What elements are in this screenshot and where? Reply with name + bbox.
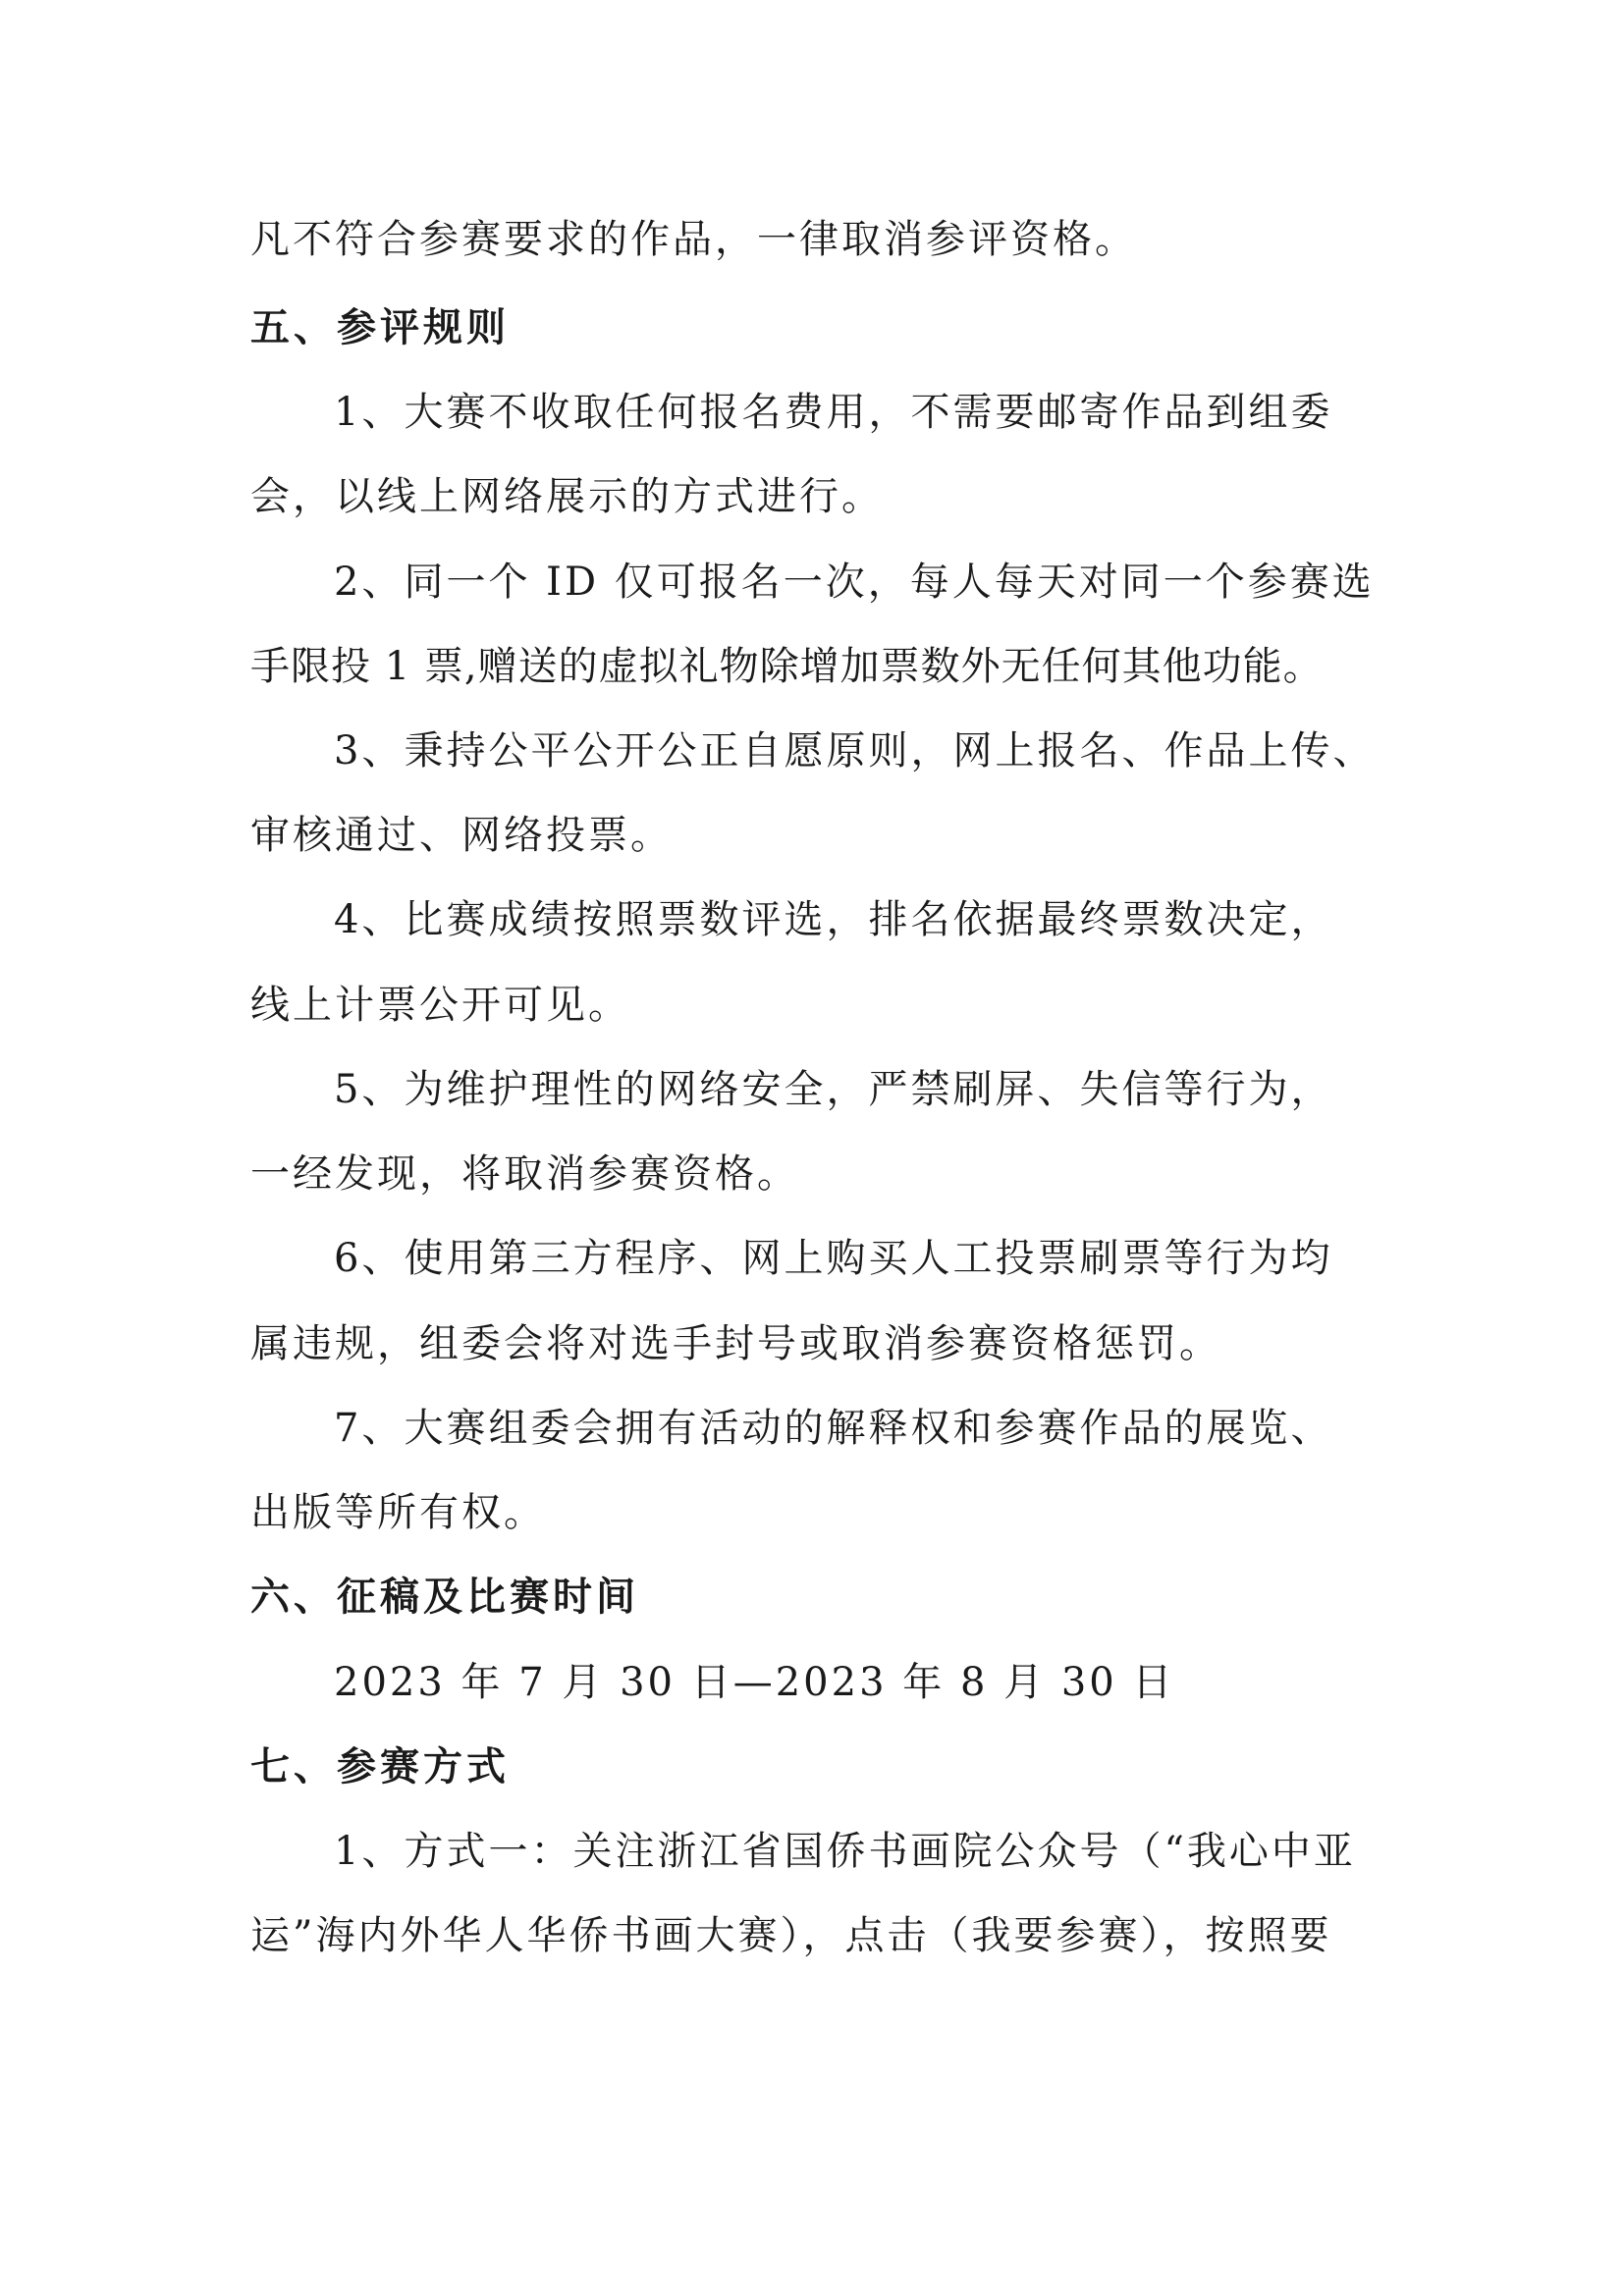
section-heading-7: 七、参赛方式 <box>250 1744 510 1789</box>
rule-3-line-1: 3、秉持公平公开公正自愿原则，网上报名、作品上传、 <box>334 728 1376 774</box>
paragraph-line: 凡不符合参赛要求的作品，一律取消参评资格。 <box>250 217 1137 262</box>
rule-3-line-2: 审核通过、网络投票。 <box>250 813 673 858</box>
method-1-line-1: 1、方式一：关注浙江省国侨书画院公众号（“我心中亚 <box>334 1829 1356 1874</box>
rule-6-line-2: 属违规，组委会将对选手封号或取消参赛资格惩罚。 <box>250 1321 1221 1366</box>
rule-4-line-2: 线上计票公开可见。 <box>250 983 630 1028</box>
section-heading-5: 五、参评规则 <box>250 305 510 350</box>
rule-7-line-2: 出版等所有权。 <box>250 1490 546 1535</box>
rule-4-line-1: 4、比赛成绩按照票数评选，排名依据最终票数决定， <box>334 897 1333 942</box>
rule-7-line-1: 7、大赛组委会拥有活动的解释权和参赛作品的展览、 <box>334 1406 1333 1451</box>
section-heading-6: 六、征稿及比赛时间 <box>250 1575 639 1620</box>
rule-2-line-2: 手限投 1 票,赠送的虚拟礼物除增加票数外无任何其他功能。 <box>250 644 1324 689</box>
rule-1-line-1: 1、大赛不收取任何报名费用，不需要邮寄作品到组委 <box>334 390 1333 435</box>
rule-5-line-2: 一经发现，将取消参赛资格。 <box>250 1151 799 1197</box>
rule-1-line-2: 会，以线上网络展示的方式进行。 <box>250 474 884 519</box>
rule-5-line-1: 5、为维护理性的网络安全，严禁刷屏、失信等行为， <box>334 1067 1333 1112</box>
method-1-line-2: 运”海内外华人华侨书画大赛），点击（我要参赛），按照要 <box>250 1913 1332 1958</box>
rule-6-line-1: 6、使用第三方程序、网上购买人工投票刷票等行为均 <box>334 1236 1333 1281</box>
rule-2-line-1: 2、同一个 ID 仅可报名一次，每人每天对同一个参赛选 <box>334 560 1375 605</box>
contest-time: 2023 年 7 月 30 日—2023 年 8 月 30 日 <box>334 1660 1175 1705</box>
